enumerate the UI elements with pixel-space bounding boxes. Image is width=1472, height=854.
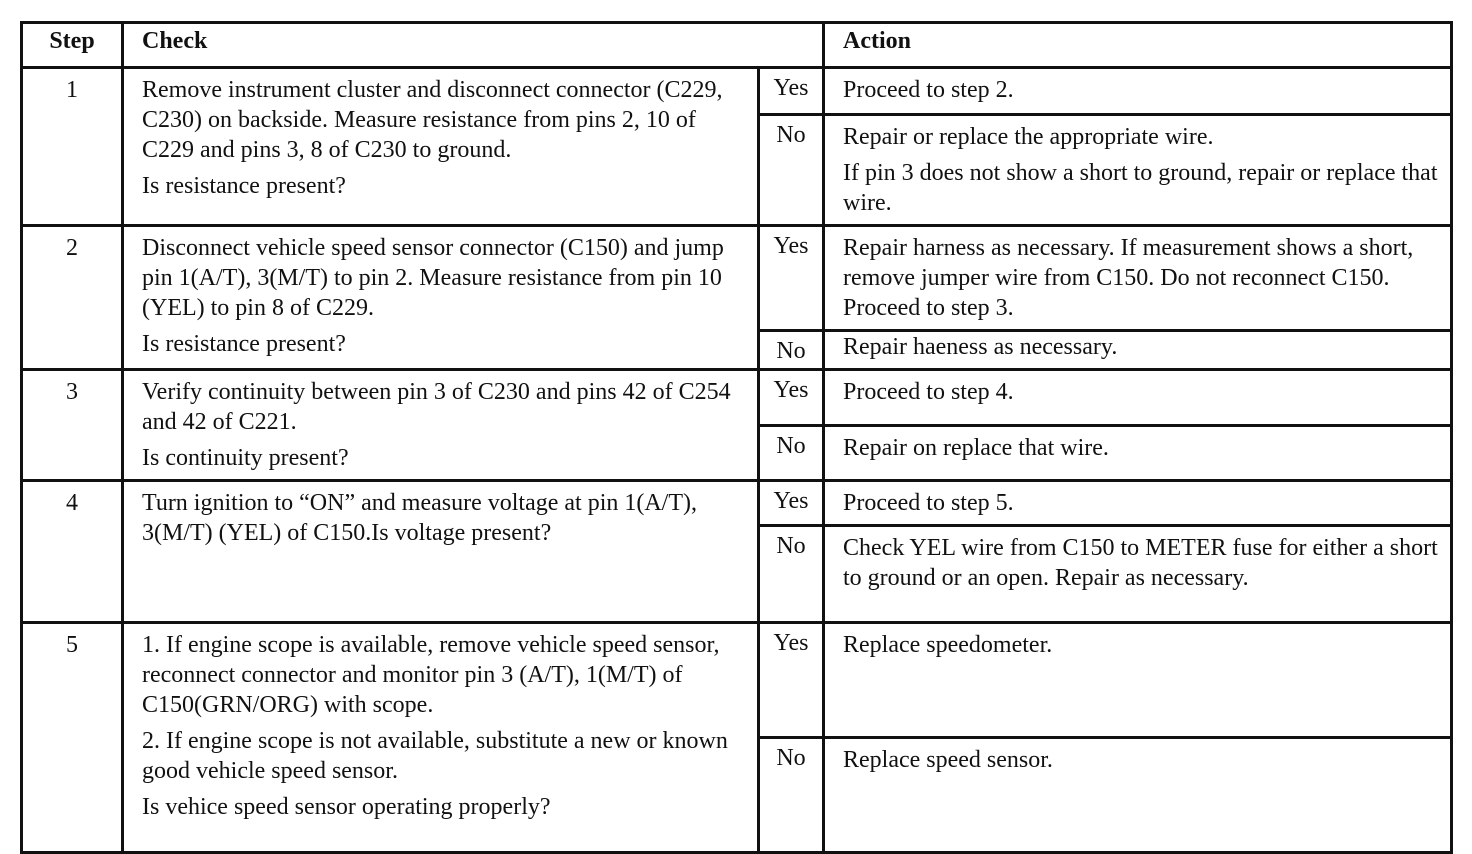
yes-label: Yes [759,226,824,331]
no-label: No [759,526,824,623]
action-text: Check YEL wire from C150 to METER fuse for either a short to ground or an open. Repair as necessary. [843,535,1438,591]
no-action [824,526,1452,623]
check-text: Remove instrument cluster and disconnect connector (C229, C230) on backside. Measure resistance from pins 2, 10 of C229 and pins 3, 8 of C230 to ground. [142,77,723,163]
table-header-row [22,23,1452,68]
step-number: 2 [22,226,123,370]
check-cell [123,481,759,623]
yes-label: Yes [759,370,824,426]
check-question: Is resistance present? [142,173,346,199]
no-action [824,426,1452,481]
no-action [824,115,1452,226]
step-number: 4 [22,481,123,623]
check-text: Verify continuity between pin 3 of C230 and pins 42 of C254 and 42 of C221. [142,379,731,435]
check-header: Check [123,23,824,68]
check-cell [123,623,759,853]
check-question: Is resistance present? [142,331,346,357]
action-text: Proceed to step 5. [843,490,1014,516]
action-text: Proceed to step 2. [843,77,1014,103]
no-action [824,331,1452,370]
action-text: Repair on replace that wire. [843,435,1109,461]
check-text: Disconnect vehicle speed sensor connector (C150) and jump pin 1(A/T), 3(M/T) to pin 2. Measure resistance from pin 10 (YEL) to pin 8 of C229. [142,235,724,321]
check-cell [123,68,759,226]
table-row [22,68,1452,115]
step-number: 3 [22,370,123,481]
action-text: Proceed to step 4. [843,379,1014,405]
step-number: 5 [22,623,123,853]
yes-action [824,226,1452,331]
table-row [22,370,1452,426]
yes-action [824,623,1452,738]
action-text: Repair harness as necessary. If measurement shows a short, remove jumper wire from C150. Do not reconnect C150. Proceed to step 3. [843,235,1414,321]
yes-action [824,68,1452,115]
yes-label: Yes [759,623,824,738]
table-row [22,226,1452,331]
check-question: Is continuity present? [142,445,349,471]
no-action [824,738,1452,853]
check-cell [123,370,759,481]
yes-label: Yes [759,68,824,115]
step-header: Step [22,23,123,68]
check-text: Turn ignition to “ON” and measure voltage at pin 1(A/T), 3(M/T) (YEL) of C150.Is voltage present? [142,490,697,546]
no-label: No [759,738,824,853]
table-row [22,481,1452,526]
no-label: No [759,426,824,481]
action-text: If pin 3 does not show a short to ground, repair or replace that wire. [843,160,1438,216]
action-text: Repair haeness as necessary. [843,334,1118,360]
step-number: 1 [22,68,123,226]
table-row [22,623,1452,738]
no-label: No [759,331,824,370]
action-text: Repair or replace the appropriate wire. [843,124,1214,150]
yes-label: Yes [759,481,824,526]
no-label: No [759,115,824,226]
check-question: Is vehice speed sensor operating properly? [142,794,551,820]
yes-action [824,370,1452,426]
action-header: Action [824,23,1452,68]
check-text: 2. If engine scope is not available, substitute a new or known good vehicle speed sensor. [142,728,728,784]
diagnostic-table [20,21,1453,854]
check-text: 1. If engine scope is available, remove vehicle speed sensor, reconnect connector and monitor pin 3 (A/T), 1(M/T) of C150(GRN/ORG) with scope. [142,632,720,718]
yes-action [824,481,1452,526]
action-text: Replace speed sensor. [843,747,1053,773]
check-cell [123,226,759,370]
action-text: Replace speedometer. [843,632,1053,658]
